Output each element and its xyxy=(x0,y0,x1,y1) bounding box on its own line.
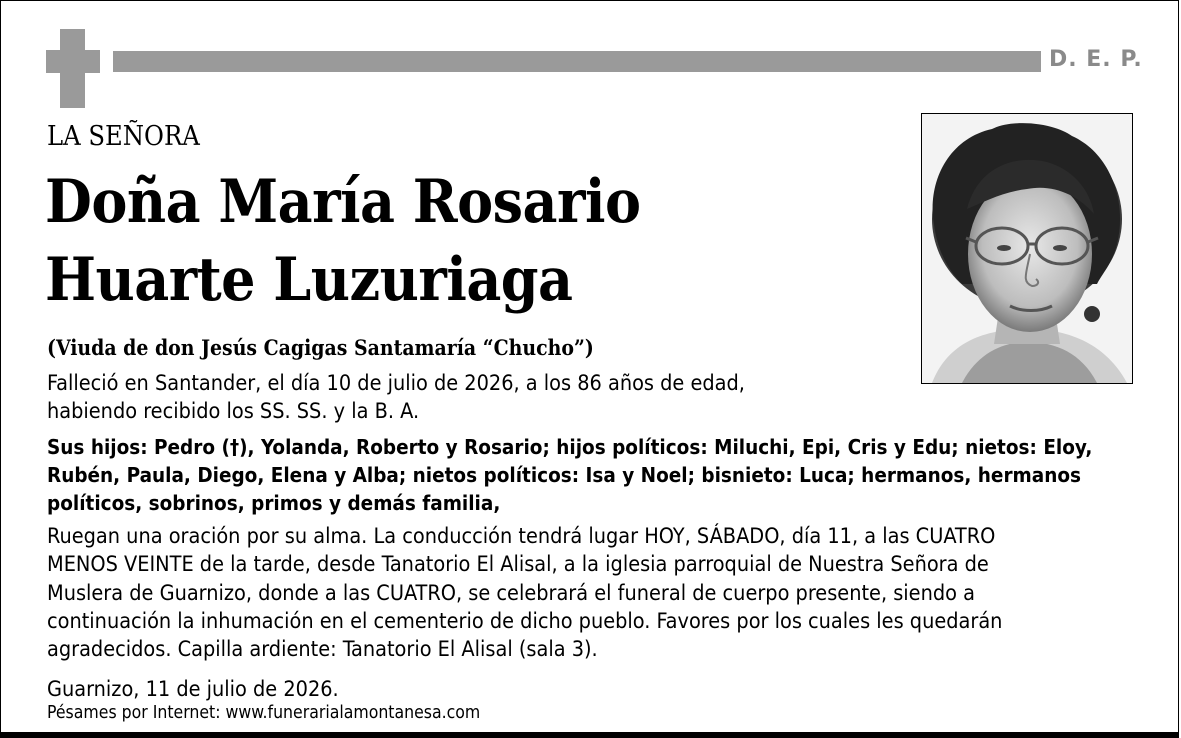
family-line3: políticos, sobrinos, primos y demás familia, xyxy=(47,491,501,515)
service-line4: continuación la inhumación en el cementerio de dicho pueblo. Favores por los cuales les quedarán xyxy=(47,609,1003,634)
death-line2: habiendo recibido los SS. SS. y la B. A. xyxy=(47,399,420,424)
deceased-name-line1: Doña María Rosario xyxy=(45,167,641,237)
cross-icon-arm xyxy=(46,50,100,73)
service-line3: Muslera de Guarnizo, donde a las CUATRO, se celebrará el funeral de cuerpo presente, siendo a xyxy=(47,581,975,606)
widow-note: (Viuda de don Jesús Cagigas Santamaría “Chucho”) xyxy=(47,335,594,360)
header-rule xyxy=(113,51,1041,72)
service-line5: agradecidos. Capilla ardiente: Tanatorio El Alisal (sala 3). xyxy=(47,637,598,662)
deceased-name-line2: Huarte Luzuriaga xyxy=(45,245,573,315)
family-line1: Sus hijos: Pedro (†), Yolanda, Roberto y Rosario; hijos políticos: Miluchi, Epi, Cris y Edu; nietos: Eloy, xyxy=(47,435,1093,459)
service-line1: Ruegan una oración por su alma. La conducción tendrá lugar HOY, SÁBADO, día 11, a las CUATRO xyxy=(47,524,996,549)
condolences-line: Pésames por Internet: www.funerarialamontanesa.com xyxy=(47,703,481,723)
place-date: Guarnizo, 11 de julio de 2026. xyxy=(47,677,339,702)
portrait-photo xyxy=(921,113,1133,384)
portrait-illustration xyxy=(922,114,1132,383)
dep-label: D. E. P. xyxy=(1049,47,1143,72)
family-line2: Rubén, Paula, Diego, Elena y Alba; nietos políticos: Isa y Noel; bisnieto: Luca; hermanos, hermanos xyxy=(47,463,1081,487)
death-line1: Falleció en Santander, el día 10 de julio de 2026, a los 86 años de edad, xyxy=(47,371,745,396)
intro-label: LA SEÑORA xyxy=(47,121,200,152)
service-line2: MENOS VEINTE de la tarde, desde Tanatorio El Alisal, a la iglesia parroquial de Nuestra Señora de xyxy=(47,552,989,577)
